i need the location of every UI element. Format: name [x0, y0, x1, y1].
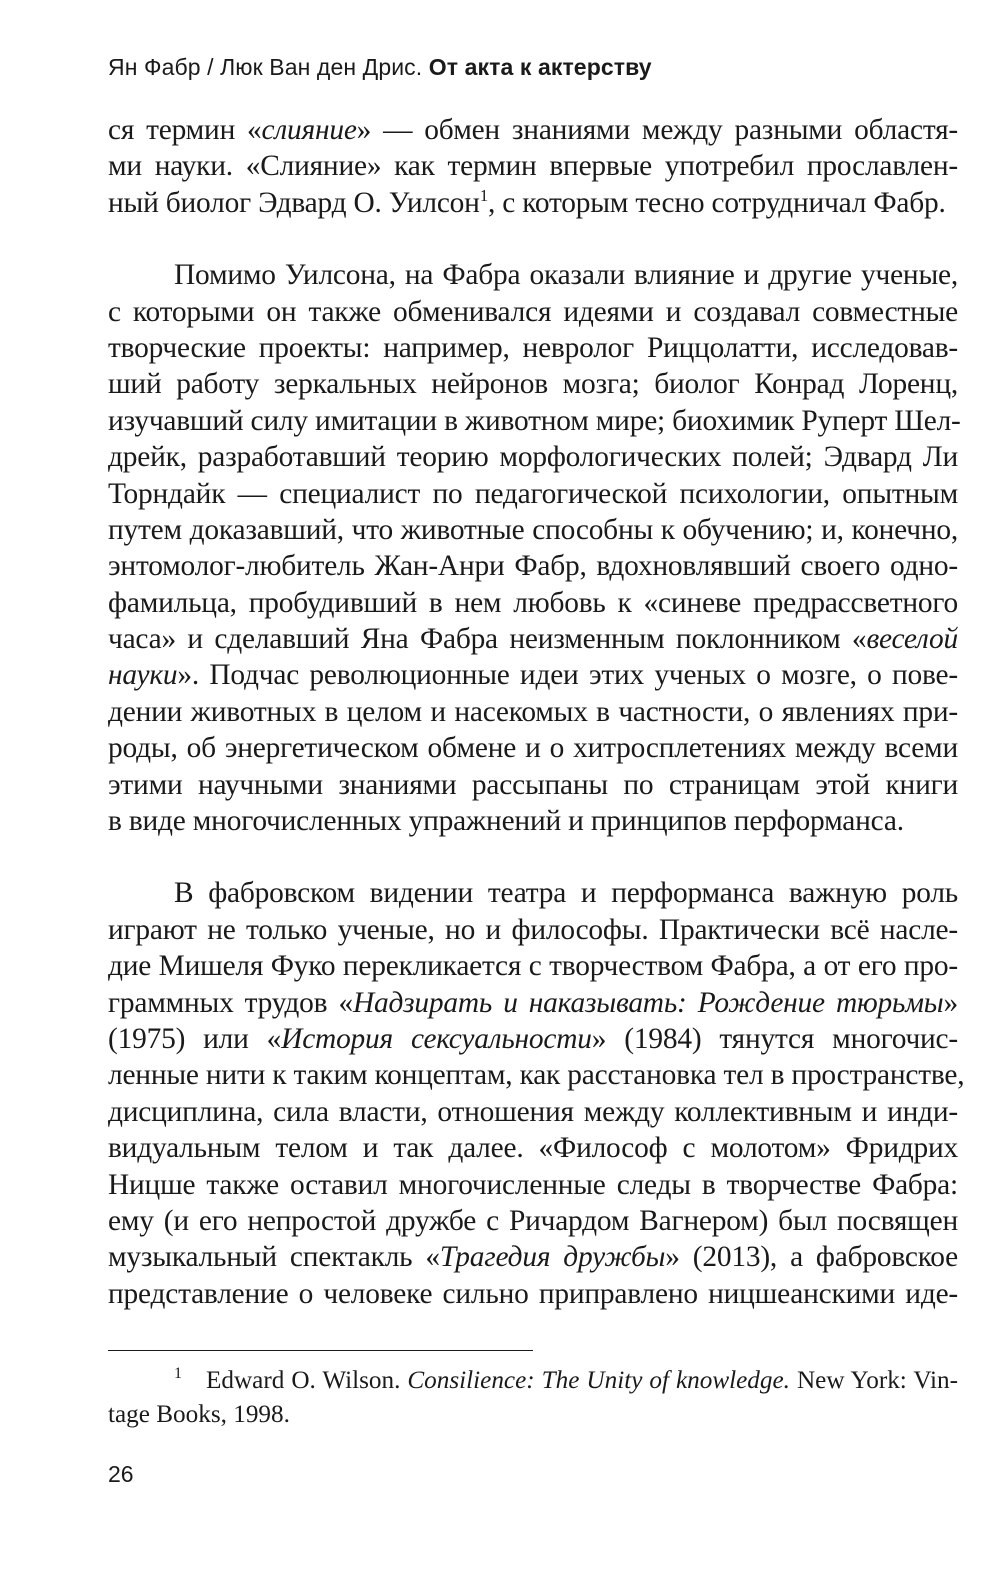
footnote-line: tage Books, 1998.	[108, 1401, 290, 1428]
text-line: ный биолог Эдвард О. Уилсон$^1$, с которым тесно сотрудничал Фабр.	[108, 185, 946, 219]
text-line: Торндайк — специалист по педагогической психологии, опытным	[108, 477, 958, 510]
text-line: Помимо Уилсона, на Фабра оказали влияние и другие ученые,	[174, 259, 958, 292]
text-line: музыкальный спектакль «Трагедия дружбы» (2013), а фабровское	[108, 1241, 958, 1274]
text-line: дисциплина, сила власти, отношения между коллективным и инди-	[108, 1095, 958, 1128]
text-line: путем доказавший, что животные способны к обучению; и, конечно,	[108, 513, 958, 546]
running-head-title: От акта к актерству	[428, 54, 652, 80]
body-text	[108, 112, 965, 1312]
text-line: науки». Подчас революционные идеи этих ученых о мозге, о пове-	[108, 659, 958, 692]
footnote-divider	[108, 1350, 533, 1351]
page-number: 26	[108, 1461, 134, 1487]
text-line: часа» и сделавший Яна Фабра неизменным поклонником «веселой	[108, 623, 958, 656]
footnote	[108, 1364, 958, 1432]
text-line: видуальным телом и так далее. «Философ с молотом» Фридрих	[108, 1132, 958, 1165]
text-line: энтомолог-любитель Жан-Анри Фабр, вдохновлявший своего одно-	[108, 550, 958, 583]
text-line: в виде многочисленных упражнений и принципов перформанса.	[108, 805, 904, 838]
footnote-line: $^1$ Edward O. Wilson. Consilience: The Unity of knowledge. New York: Vin-	[174, 1365, 958, 1394]
text-line: с которыми он также обменивался идеями и создавал совместные	[108, 295, 958, 328]
text-line: ся термин «слияние» — обмен знаниями между разными областя-	[108, 114, 958, 146]
text-line: дрейк, разработавший теорию морфологических полей; Эдвард Ли	[108, 441, 958, 474]
text-line: ми науки. «Слияние» как термин впервые употребил прославлен-	[108, 150, 958, 183]
text-line: изучавший силу имитации в животном мире; биохимик Руперт Шел-	[108, 404, 961, 437]
paragraph-gap	[108, 221, 958, 257]
text-line: играют не только ученые, но и философы. Практически всё насле-	[108, 913, 958, 946]
text-line: дении животных в целом и насекомых в частности, о явлениях при-	[108, 695, 958, 728]
footnote-reference: 1	[479, 185, 488, 205]
paragraph-gap	[108, 839, 958, 875]
text-line: ший работу зеркальных нейронов мозга; биолог Конрад Лоренц,	[108, 368, 958, 401]
running-head-authors: Ян Фабр / Люк Ван ден Дрис.	[108, 54, 423, 80]
text-line: В фабровском видении театра и перформанса важную роль	[174, 877, 958, 910]
text-line: (1975) или «История сексуальности» (1984) тянутся многочис-	[108, 1022, 958, 1055]
text-line: творческие проекты: например, невролог Риццолатти, исследовав-	[108, 331, 958, 364]
text-line: ему (и его непростой дружбе с Ричардом Вагнером) был посвящен	[108, 1204, 958, 1237]
text-line: этими научными знаниями рассыпаны по страницам этой книги	[108, 768, 958, 801]
text-line: граммных трудов «Надзирать и наказывать: Рождение тюрьмы»	[108, 986, 958, 1019]
text-line: Ницше также оставил многочисленные следы в творчестве Фабра:	[108, 1168, 958, 1201]
text-line: роды, об энергетическом обмене и о хитросплетениях между всеми	[108, 732, 958, 765]
text-line: фамильца, пробудивший в нем любовь к «синеве предрассветного	[108, 586, 958, 619]
text-line: ленные нити к таким концептам, как расстановка тел в пространстве,	[108, 1059, 965, 1092]
text-line: дие Мишеля Фуко перекликается с творчеством Фабра, а от его про-	[108, 950, 958, 983]
text-line: представление о человеке сильно приправлено ницшеанскими иде-	[108, 1277, 958, 1310]
running-head	[108, 52, 652, 82]
footnote-number: 1	[174, 1365, 182, 1382]
